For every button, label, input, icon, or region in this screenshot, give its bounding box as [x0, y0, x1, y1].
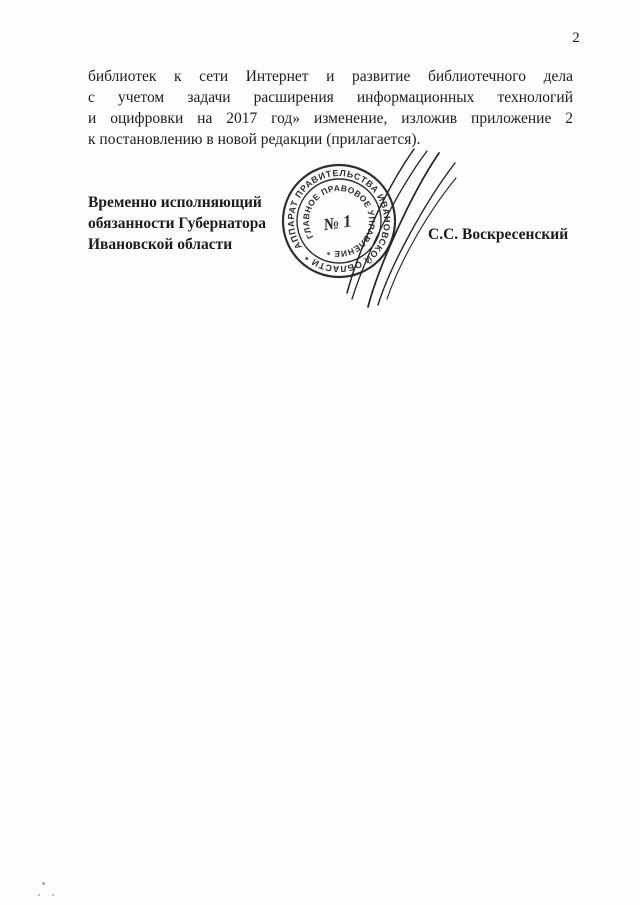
scan-speck	[38, 894, 40, 896]
paragraph-line: с учетом задачи расширения информационных технологий	[88, 89, 573, 106]
stamp-number: № 1	[321, 211, 353, 235]
stamp-outer-ring-text: АППАРАТ ПРАВИТЕЛЬСТВА ИВАНОВСКОЙ ОБЛАСТИ *	[285, 167, 393, 275]
scan-speck	[42, 882, 45, 885]
signatory-title-line: обязанности Губернатора	[88, 215, 267, 232]
scan-speck	[52, 894, 54, 896]
paragraph-line: библиотек к сети Интернет и развитие библиотечного дела	[88, 68, 573, 85]
stamp-inner-ring-text: ГЛАВНОЕ ПРАВОВОЕ УПРАВЛЕНИЕ *	[300, 182, 378, 260]
page-number: 2	[572, 30, 580, 46]
signatory-title	[88, 192, 298, 255]
signatory-title-line: Ивановской области	[88, 236, 233, 253]
paragraph-line: и оцифровки на 2017 год» изменение, изложив приложение 2	[88, 110, 573, 127]
signatory-name: С.С. Воскресенский	[428, 226, 569, 243]
paragraph-line: к постановлению в новой редакции (прилагается).	[88, 131, 421, 148]
signatory-title-line: Временно исполняющий	[88, 194, 262, 211]
